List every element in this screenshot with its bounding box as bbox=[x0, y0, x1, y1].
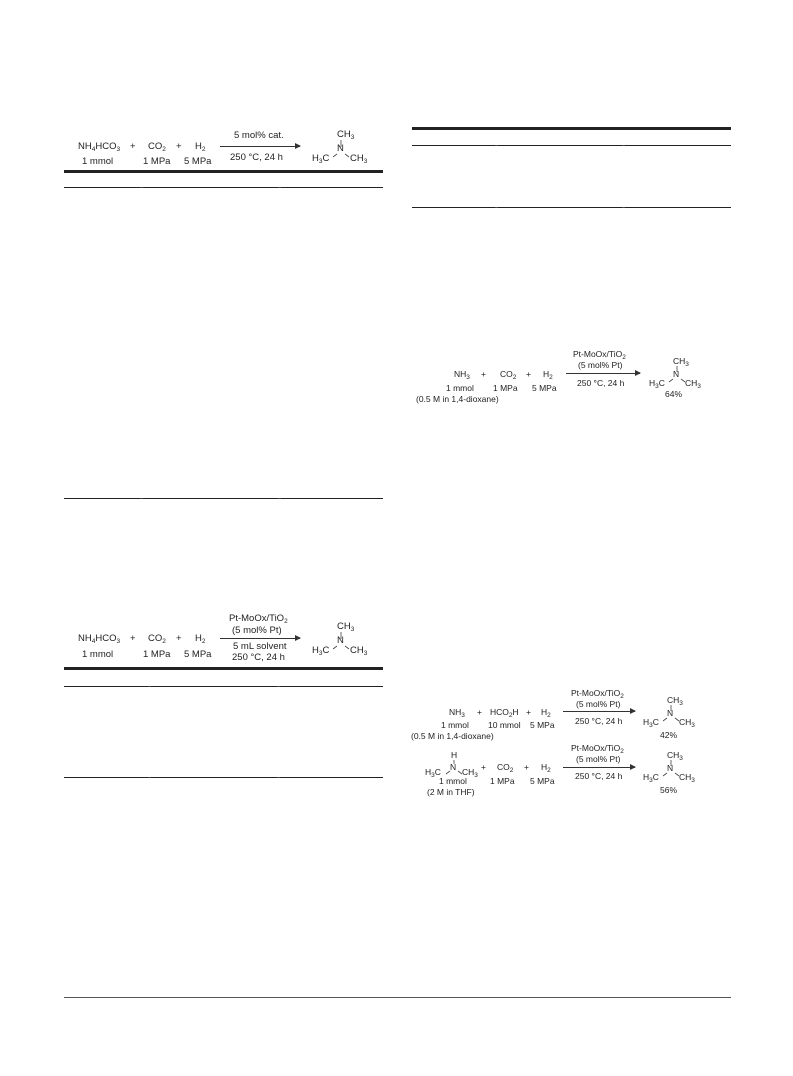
amount-label: 1 MPa bbox=[143, 649, 171, 660]
amount-label: 5 MPa bbox=[530, 776, 555, 786]
column-divider bbox=[495, 207, 498, 208]
amount-label: 1 MPa bbox=[493, 383, 518, 393]
reactant-h2: $H_2$ bbox=[195, 633, 206, 645]
plus-sign: + bbox=[130, 633, 136, 644]
amount-label: 1 mmol bbox=[441, 720, 469, 730]
table-top-rule bbox=[64, 667, 383, 670]
column-divider bbox=[140, 187, 143, 188]
table-bottom-rule bbox=[64, 777, 383, 778]
plus-sign: + bbox=[481, 369, 486, 379]
arrow-condition-catalyst: Pt-MoOx/TiO$_2$ bbox=[229, 613, 288, 625]
amount-label: 5 MPa bbox=[532, 383, 557, 393]
reactant-h2: $H_2$ bbox=[543, 369, 553, 381]
reactant-h2: $H_2$ bbox=[541, 707, 551, 719]
yield-label: 42% bbox=[660, 730, 678, 740]
amount-label: 1 mmol bbox=[446, 383, 474, 393]
yield-label: 56% bbox=[660, 785, 678, 795]
reaction-arrow bbox=[220, 638, 300, 639]
arrow-condition-temp: 250 °C, 24 h bbox=[232, 652, 285, 663]
plus-sign: + bbox=[526, 369, 531, 379]
reactant-nh3: $NH_3$ bbox=[449, 707, 465, 719]
table-bottom-rule bbox=[412, 207, 731, 208]
table-bottom-rule bbox=[64, 498, 383, 499]
amount-label: 1 MPa bbox=[490, 776, 515, 786]
column-divider bbox=[622, 207, 625, 208]
reactant-nh4hco3: $NH_4HCO_3$ bbox=[78, 633, 121, 645]
amount-label: 10 mmol bbox=[488, 720, 521, 730]
column-divider bbox=[148, 777, 151, 778]
amount-label: 5 MPa bbox=[530, 720, 555, 730]
plus-sign: + bbox=[176, 633, 182, 644]
reactant-co2: $CO_2$ bbox=[500, 369, 517, 381]
column-divider bbox=[622, 145, 625, 146]
arrow-condition-loading: (5 mol% Pt) bbox=[576, 754, 621, 764]
arrow-condition-catalyst: Pt-MoOx/TiO$_2$ bbox=[573, 349, 626, 361]
plus-sign: + bbox=[130, 141, 136, 152]
column-divider bbox=[495, 145, 498, 146]
solvent-note: (2 M in THF) bbox=[427, 787, 475, 797]
amount-label: 5 MPa bbox=[184, 649, 212, 660]
column-divider bbox=[278, 187, 281, 188]
reaction-arrow bbox=[566, 373, 640, 374]
arrow-condition-catalyst: 5 mol% cat. bbox=[234, 130, 284, 141]
table-header-rule bbox=[64, 686, 383, 687]
column-divider bbox=[148, 686, 151, 687]
arrow-condition-temp: 250 °C, 24 h bbox=[230, 152, 283, 163]
column-divider bbox=[277, 686, 280, 687]
arrow-condition-temp: 250 °C, 24 h bbox=[577, 378, 625, 388]
solvent-note: (0.5 M in 1,4-dioxane) bbox=[416, 394, 499, 404]
arrow-condition-loading: (5 mol% Pt) bbox=[578, 360, 623, 370]
reactant-h2: $H_2$ bbox=[195, 141, 206, 153]
amount-label: 1 mmol bbox=[82, 156, 114, 167]
reactant-co2: $CO_2$ bbox=[497, 762, 514, 774]
amount-label: 1 MPa bbox=[143, 156, 171, 167]
arrow-condition-loading: (5 mol% Pt) bbox=[576, 699, 621, 709]
reactant-nh4hco3: $NH_4HCO_3$ bbox=[78, 141, 121, 153]
arrow-condition-temp: 250 °C, 24 h bbox=[575, 771, 623, 781]
amount-label: 5 MPa bbox=[184, 156, 212, 167]
column-divider bbox=[278, 498, 281, 499]
amount-label: 1 mmol bbox=[82, 649, 114, 660]
page-footer-rule bbox=[64, 997, 731, 998]
column-divider bbox=[140, 498, 143, 499]
table-top-rule bbox=[412, 127, 731, 130]
arrow-condition-loading: (5 mol% Pt) bbox=[232, 625, 282, 636]
table-top-rule bbox=[64, 170, 383, 173]
reactant-formic-acid: $HCO_2H$ bbox=[490, 707, 519, 719]
plus-sign: + bbox=[526, 707, 531, 717]
reaction-arrow bbox=[563, 767, 635, 768]
arrow-condition-temp: 250 °C, 24 h bbox=[575, 716, 623, 726]
amount-label: 1 mmol bbox=[439, 776, 467, 786]
yield-label: 64% bbox=[665, 389, 683, 399]
reaction-arrow bbox=[220, 146, 300, 147]
arrow-condition-catalyst: Pt-MoOx/TiO$_2$ bbox=[571, 743, 624, 755]
reactant-nh3: $NH_3$ bbox=[454, 369, 470, 381]
reactant-h2: $H_2$ bbox=[541, 762, 551, 774]
solvent-note: (0.5 M in 1,4-dioxane) bbox=[411, 731, 494, 741]
column-divider bbox=[277, 777, 280, 778]
table-header-rule bbox=[64, 187, 383, 188]
plus-sign: + bbox=[524, 762, 529, 772]
reaction-arrow bbox=[563, 711, 635, 712]
plus-sign: + bbox=[481, 762, 486, 772]
arrow-condition-catalyst: Pt-MoOx/TiO$_2$ bbox=[571, 688, 624, 700]
arrow-condition-solvent: 5 mL solvent bbox=[233, 641, 287, 652]
reactant-co2: $CO_2$ bbox=[148, 141, 166, 153]
reactant-co2: $CO_2$ bbox=[148, 633, 166, 645]
plus-sign: + bbox=[176, 141, 182, 152]
plus-sign: + bbox=[477, 707, 482, 717]
table-header-rule bbox=[412, 145, 731, 146]
